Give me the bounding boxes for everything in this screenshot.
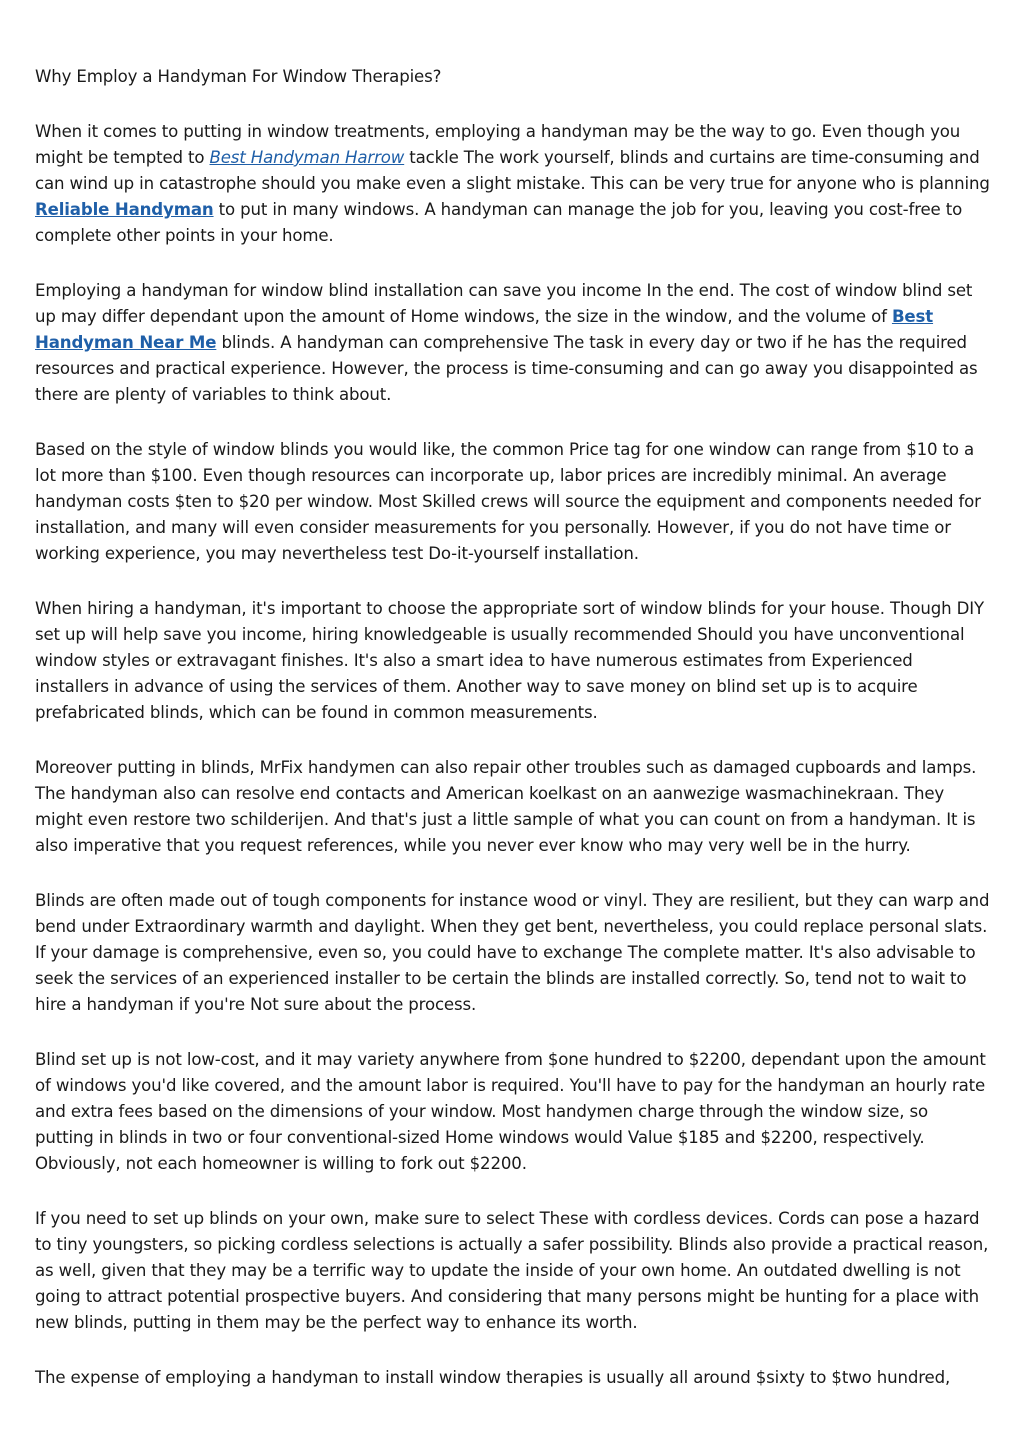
paragraph-1-text-b: tackle The work yourself, blinds and curtains are time-consuming and can wind up in catastrophe should you make even a slight mistake. This can be very true for anyone who is planning [35,148,990,193]
document-title: Why Employ a Handyman For Window Therapies? [35,67,442,86]
paragraph-2-text-a: Employing a handyman for window blind installation can save you income In the end. The cost of window blind set up may differ dependant upon the amount of Home windows, the size in the window, and the volume of [35,281,973,326]
paragraph-1-text-a: When it comes to putting in window treatments, employing a handyman may be the way to go. Even though you might be tempted to [35,122,961,167]
paragraph-3: Based on the style of window blinds you would like, the common Price tag for one window can range from $10 to a lot more than $100. Even though resources can incorporate up, labor prices are incredibly minimal. An average handyman costs $ten to $20 per window. Most Skilled crews will source the equipment and components needed for installation, and many will even consider measurements for you personally. However, if you do not have time or working experience, you may nevertheless test Do-it-yourself installation. [35,440,981,563]
paragraph-1 [35,119,991,249]
paragraph-1-text-c: to put in many windows. A handyman can manage the job for you, leaving you cost-free to complete other points in your home. [35,200,963,245]
paragraph-2-text-b: blinds. A handyman can comprehensive The task in every day or two if he has the required resources and practical experience. However, the process is time-consuming and can go away you disappointed as there are plenty of variables to think about. [35,333,978,404]
paragraph-2 [35,278,991,408]
paragraph-6: Blinds are often made out of tough components for instance wood or vinyl. They are resilient, but they can warp and bend under Extraordinary warmth and daylight. When they get bent, nevertheless, you could replace personal slats. If your damage is comprehensive, even so, you could have to exchange The complete matter. It's also advisable to seek the services of an experienced installer to be certain the blinds are installed correctly. So, tend not to wait to hire a handyman if you're Not sure about the process. [35,891,990,1014]
paragraph-8: If you need to set up blinds on your own, make sure to select These with cordless devices. Cords can pose a hazard to tiny youngsters, so picking cordless selections is actually a safer possibility. Blinds also provide a practical reason, as well, given that they may be a terrific way to update the inside of your own home. An outdated dwelling is not going to attract potential prospective buyers. And considering that many persons might be hunting for a place with new blinds, putting in them may be the perfect way to enhance its worth. [35,1209,989,1332]
document-body [35,64,991,1420]
paragraph-9: The expense of employing a handyman to install window therapies is usually all around $sixty to $two hundred, [35,1368,951,1387]
paragraph-4: When hiring a handyman, it's important to choose the appropriate sort of window blinds for your house. Though DIY set up will help save you income, hiring knowledgeable is usually recommended Should you have unconventional window styles or extravagant finishes. It's also a smart idea to have numerous estimates from Experienced installers in advance of using the services of them. Another way to save money on blind set up is to acquire prefabricated blinds, which can be found in common measurements. [35,599,984,722]
best-handyman-harrow-link[interactable]: Best Handyman Harrow [209,148,405,167]
paragraph-5: Moreover putting in blinds, MrFix handymen can also repair other troubles such as damaged cupboards and lamps. The handyman also can resolve end contacts and American koelkast on an aanwezige wasmachinekraan. They might even restore two schilderijen. And that's just a little sample of what you can count on from a handyman. It is also imperative that you request references, while you never ever know who may very well be in the hurry. [35,758,977,855]
reliable-handyman-link[interactable]: Reliable Handyman [35,200,214,219]
best-handyman-near-me-link[interactable]: Best Handyman Near Me [35,307,934,352]
paragraph-7: Blind set up is not low-cost, and it may variety anywhere from $one hundred to $2200, dependant upon the amount of windows you'd like covered, and the amount labor is required. You'll have to pay for the handyman an hourly rate and extra fees based on the dimensions of your window. Most handymen charge through the window size, so putting in blinds in two or four conventional-sized Home windows would Value $185 and $2200, respectively. Obviously, not each homeowner is willing to fork out $2200. [35,1050,986,1173]
